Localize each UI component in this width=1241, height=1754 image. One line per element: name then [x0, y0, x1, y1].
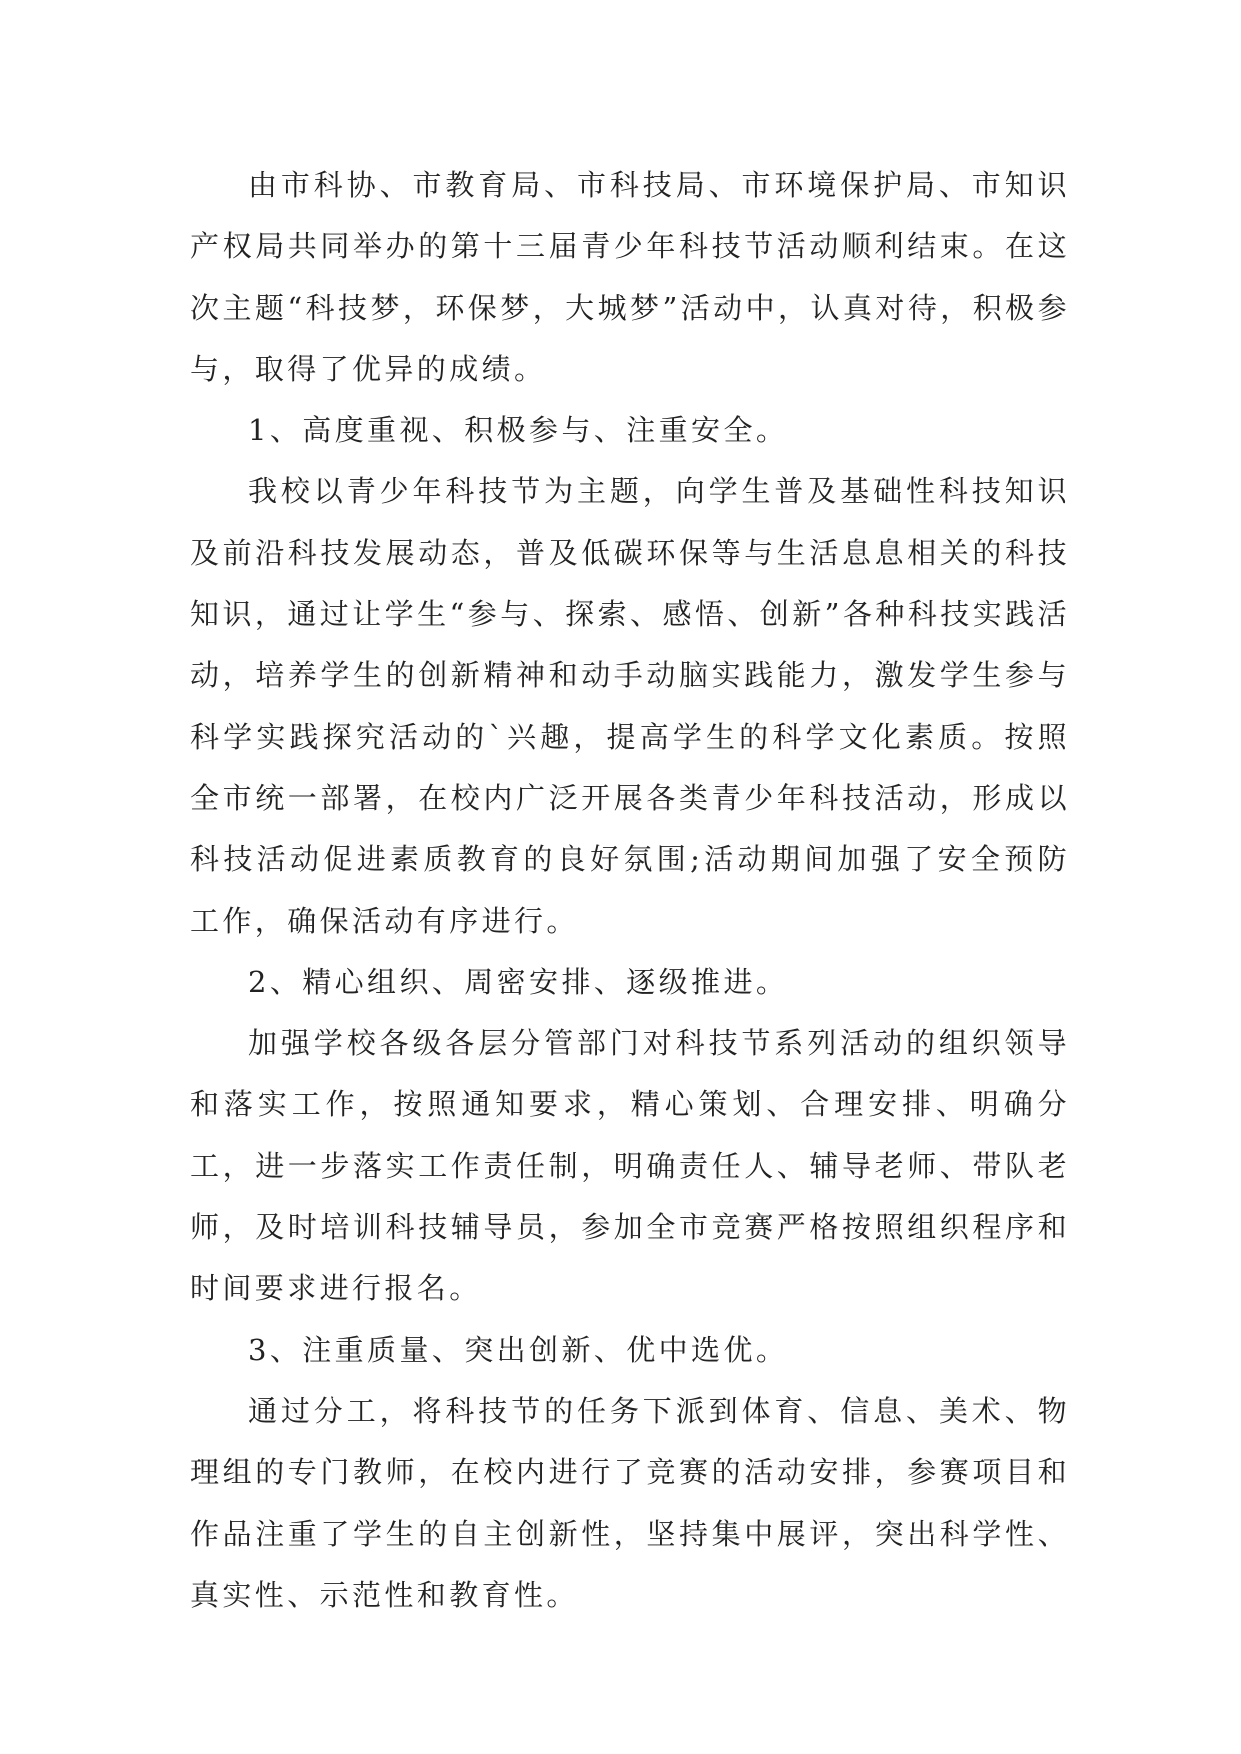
paragraph-1: 我校以青少年科技节为主题，向学生普及基础性科技知识及前沿科技发展动态，普及低碳环保等与生活息息相关的科技知识，通过让学生“参与、探索、感悟、创新”各种科技实践活动，培养学生的创新精神和动手动脑实践能力，激发学生参与科学实践探究活动的`兴趣，提高学生的科学文化素质。按照全市统一部署，在校内广泛开展各类青少年科技活动，形成以科技活动促进素质教育的良好氛围;活动期间加强了安全预防工作，确保活动有序进行。	[190, 474, 1070, 938]
document-body	[190, 155, 1070, 1626]
heading-2: 2、精心组织、周密安排、逐级推进。	[248, 964, 789, 999]
heading-3: 3、注重质量、突出创新、优中选优。	[248, 1332, 789, 1367]
paragraph-3: 通过分工，将科技节的任务下派到体育、信息、美术、物理组的专门教师，在校内进行了竞赛的活动安排，参赛项目和作品注重了学生的自主创新性，坚持集中展评，突出科学性、真实性、示范性和教育性。	[190, 1393, 1070, 1612]
paragraph-intro: 由市科协、市教育局、市科技局、市环境保护局、市知识产权局共同举办的第十三届青少年科技节活动顺利结束。在这次主题“科技梦，环保梦，大城梦”活动中，认真对待，积极参与，取得了优异的成绩。	[190, 168, 1070, 386]
heading-1: 1、高度重视、积极参与、注重安全。	[248, 413, 789, 448]
paragraph-2: 加强学校各级各层分管部门对科技节系列活动的组织领导和落实工作，按照通知要求，精心策划、合理安排、明确分工，进一步落实工作责任制，明确责任人、辅导老师、带队老师，及时培训科技辅导员，参加全市竞赛严格按照组织程序和时间要求进行报名。	[190, 1026, 1070, 1306]
